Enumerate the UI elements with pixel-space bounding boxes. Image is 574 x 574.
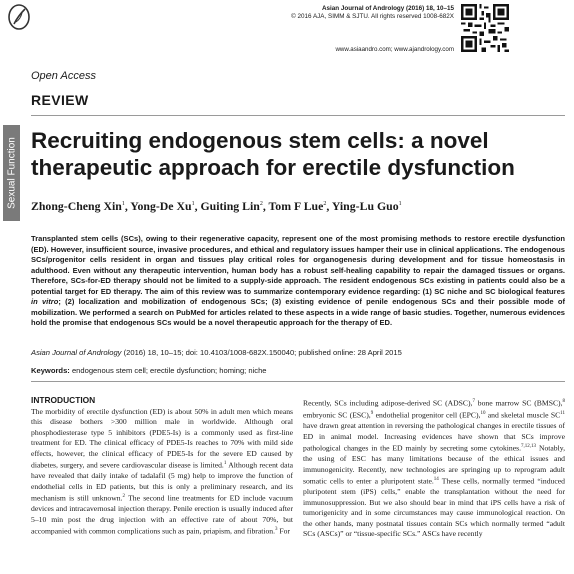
author-affiliation: 1 [191,201,195,208]
body-column-right [303,397,565,540]
citation-ref: 7 [472,399,475,404]
author-name: Ying-Lu Guo [331,199,399,213]
journal-header [291,5,454,22]
title-line-1: Recruiting endogenous stem cells: a novel [31,128,489,153]
article-title [31,127,561,181]
keywords [31,366,267,375]
author-affiliation: 2 [323,201,327,208]
author-list: Zhong-Cheng Xin$^1$, Yong-De Xu$^1$, Guiting Lin$^2$, Tom F Lue$^2$, Ying-Lu Guo$^1$ [31,199,402,213]
copyright-line: © 2016 AJA, SIMM & SJTU. All rights reserved 1008-682X [291,13,454,21]
section-heading: INTRODUCTION [31,395,96,405]
abstract-text: Transplanted stem cells (SCs), owing to their regenerative capacity, represent one of the most promising methods to restore erectile dysfunction (ED). However, insufficient source, invasive procedures, and ethical and regulatory issues hamper their use in clinical applications. The endogenous SCs/progenitor cells resident in organ and tissues play critical roles for organogenesis during development and for tissue homeostasis in adulthood. Even without any therapeutic intervention, human body has a robust self-healing capability to repair the damaged tissues or organs. Therefore, SCs-for-ED therapy should not be limited to a supply-side approach. The resident endogenous SCs existing in patients could also be a potential target for ED therapy. The aim of this review was to summarize contemporary evidence regarding: (1) SC niche and SC biological features [31,234,565,296]
title-line-2: therapeutic approach for erectile dysfunction [31,155,515,180]
abstract [31,234,565,329]
citation-ref: 3 [275,527,278,533]
citation-journal: Asian Journal of Andrology [31,348,122,357]
citation-ref: 11 [560,411,565,417]
citation-ref: 1 [223,461,227,466]
article-type-label: REVIEW [31,92,89,108]
author-affiliation: 1 [121,201,125,208]
author-name: Zhong-Cheng Xin [31,199,122,213]
citation-ref: 8 [562,399,565,404]
citation-ref: 14 [433,477,439,483]
journal-url-line: www.asiaandro.com; www.ajandrology.com [335,46,454,53]
body-column-left [31,395,293,537]
citation-ref: 10 [480,411,486,417]
side-tab-label: Sexual Function [6,137,17,209]
author-name: Tom F Lue [268,199,324,213]
author-affiliation: 2 [259,201,263,208]
section-side-tab [3,125,20,221]
citation-ref: 9 [370,411,374,417]
abstract-italic-term: in vitro [31,297,59,306]
citation-ref: 2 [122,494,125,500]
open-access-label: Open Access [31,70,97,82]
citation-line [31,348,565,359]
author-name: Guiting Lin [200,199,260,213]
citation-details: (2016) 18, 10–15; doi: 10.4103/1008-682X.150040; published online: 28 April 2015 [121,348,402,357]
author-name: Yong-De Xu [130,199,192,213]
keywords-divider [31,381,565,382]
header-divider [31,115,565,116]
journal-citation-line: Asian Journal of Andrology (2016) 18, 10–15 [321,5,454,12]
body-paragraph: The morbidity of erectile dysfunction (ED) is about 50% in adult men which means this disease bothers >300 million male in worldwide. Although oral phosphodiesterase type 5 inhibitors (PDE5-Is) is a commonly used as first-line treatment for ED. The clinical efficacy of PDE5-Is reaches to 70% with mild side effects, however, the clinical efficacy of PDE5-Is for the severe ED caused by diabetes, surgery, and severe cardiovascular disease is limited.$^1$ Although recent data have revealed that daily intake of tadalafil (5 mg) help to improve the function of endothelial cells in ED patients, but this is only a preliminary research, and its mechanism is still unknown.$^2$ The second line treatments for ED include vacuum devices and intracavernosal injection therapy. Penile erection is usually induced after 5–10 min post the drug injection with an effective rate of about 70%, but accompanied with common complications such as pain, priapism, and fibration.$^3$ For [31,406,294,536]
citation-ref: 7,12,13 [521,444,537,450]
author-affiliation: 1 [398,201,402,208]
body-paragraph: Recently, SCs including adipose-derived SC (ADSC),$^7$ bone marrow SC (BMSC),$^8$ embryonic SC (ESC),$^9$ endothelial progenitor cell (EPC),$^{10}$ and skeletal muscle SC$^{11}$ have drawn great attention in reversing the pathological changes in erectile tissues of ED in animal model. Increasing evidences have shown that SCs improve pathological changes in the ED mainly by secreting some cytokines.$^{7,12,13}$ Notably, the using of ESC has many limitations because of the ethical issues and immunogenicity. Recently, new technologies are springing up to reprogram adult somatic cells to enter a pluripotent state.$^{14}$ These cells, normally termed “induced pluripotent stem (iPS) cells,” enable the transplantation without the need for immunosuppression. But we also should bear in mind that iPS cells have a risk of tumorigenicity and in some circumstances may cause immunological reaction. On the other hands, many postnatal tissues contain SCs which normally termed “adult SCs (ASCs)” or “tissue-specific SCs.” ASCs have recently [303,398,565,539]
keywords-text: endogenous stem cell; erectile dysfunction; homing; niche [69,366,267,375]
abstract-text: ; (2) localization and mobilization of endogenous SCs; (3) existing evidence of penile endogenous SCs and their possible mode of mobilization. We performed a search on PubMed for articles related to these aspects in a wide range of basic studies. Together, numerous evidences hold the promise that endogenous SCs would be a novel therapeutic approach for the therapy of ED. [31,297,565,327]
keywords-label: Keywords: [31,366,70,375]
qr-code-icon [461,4,509,52]
journal-logo-icon [8,4,30,30]
